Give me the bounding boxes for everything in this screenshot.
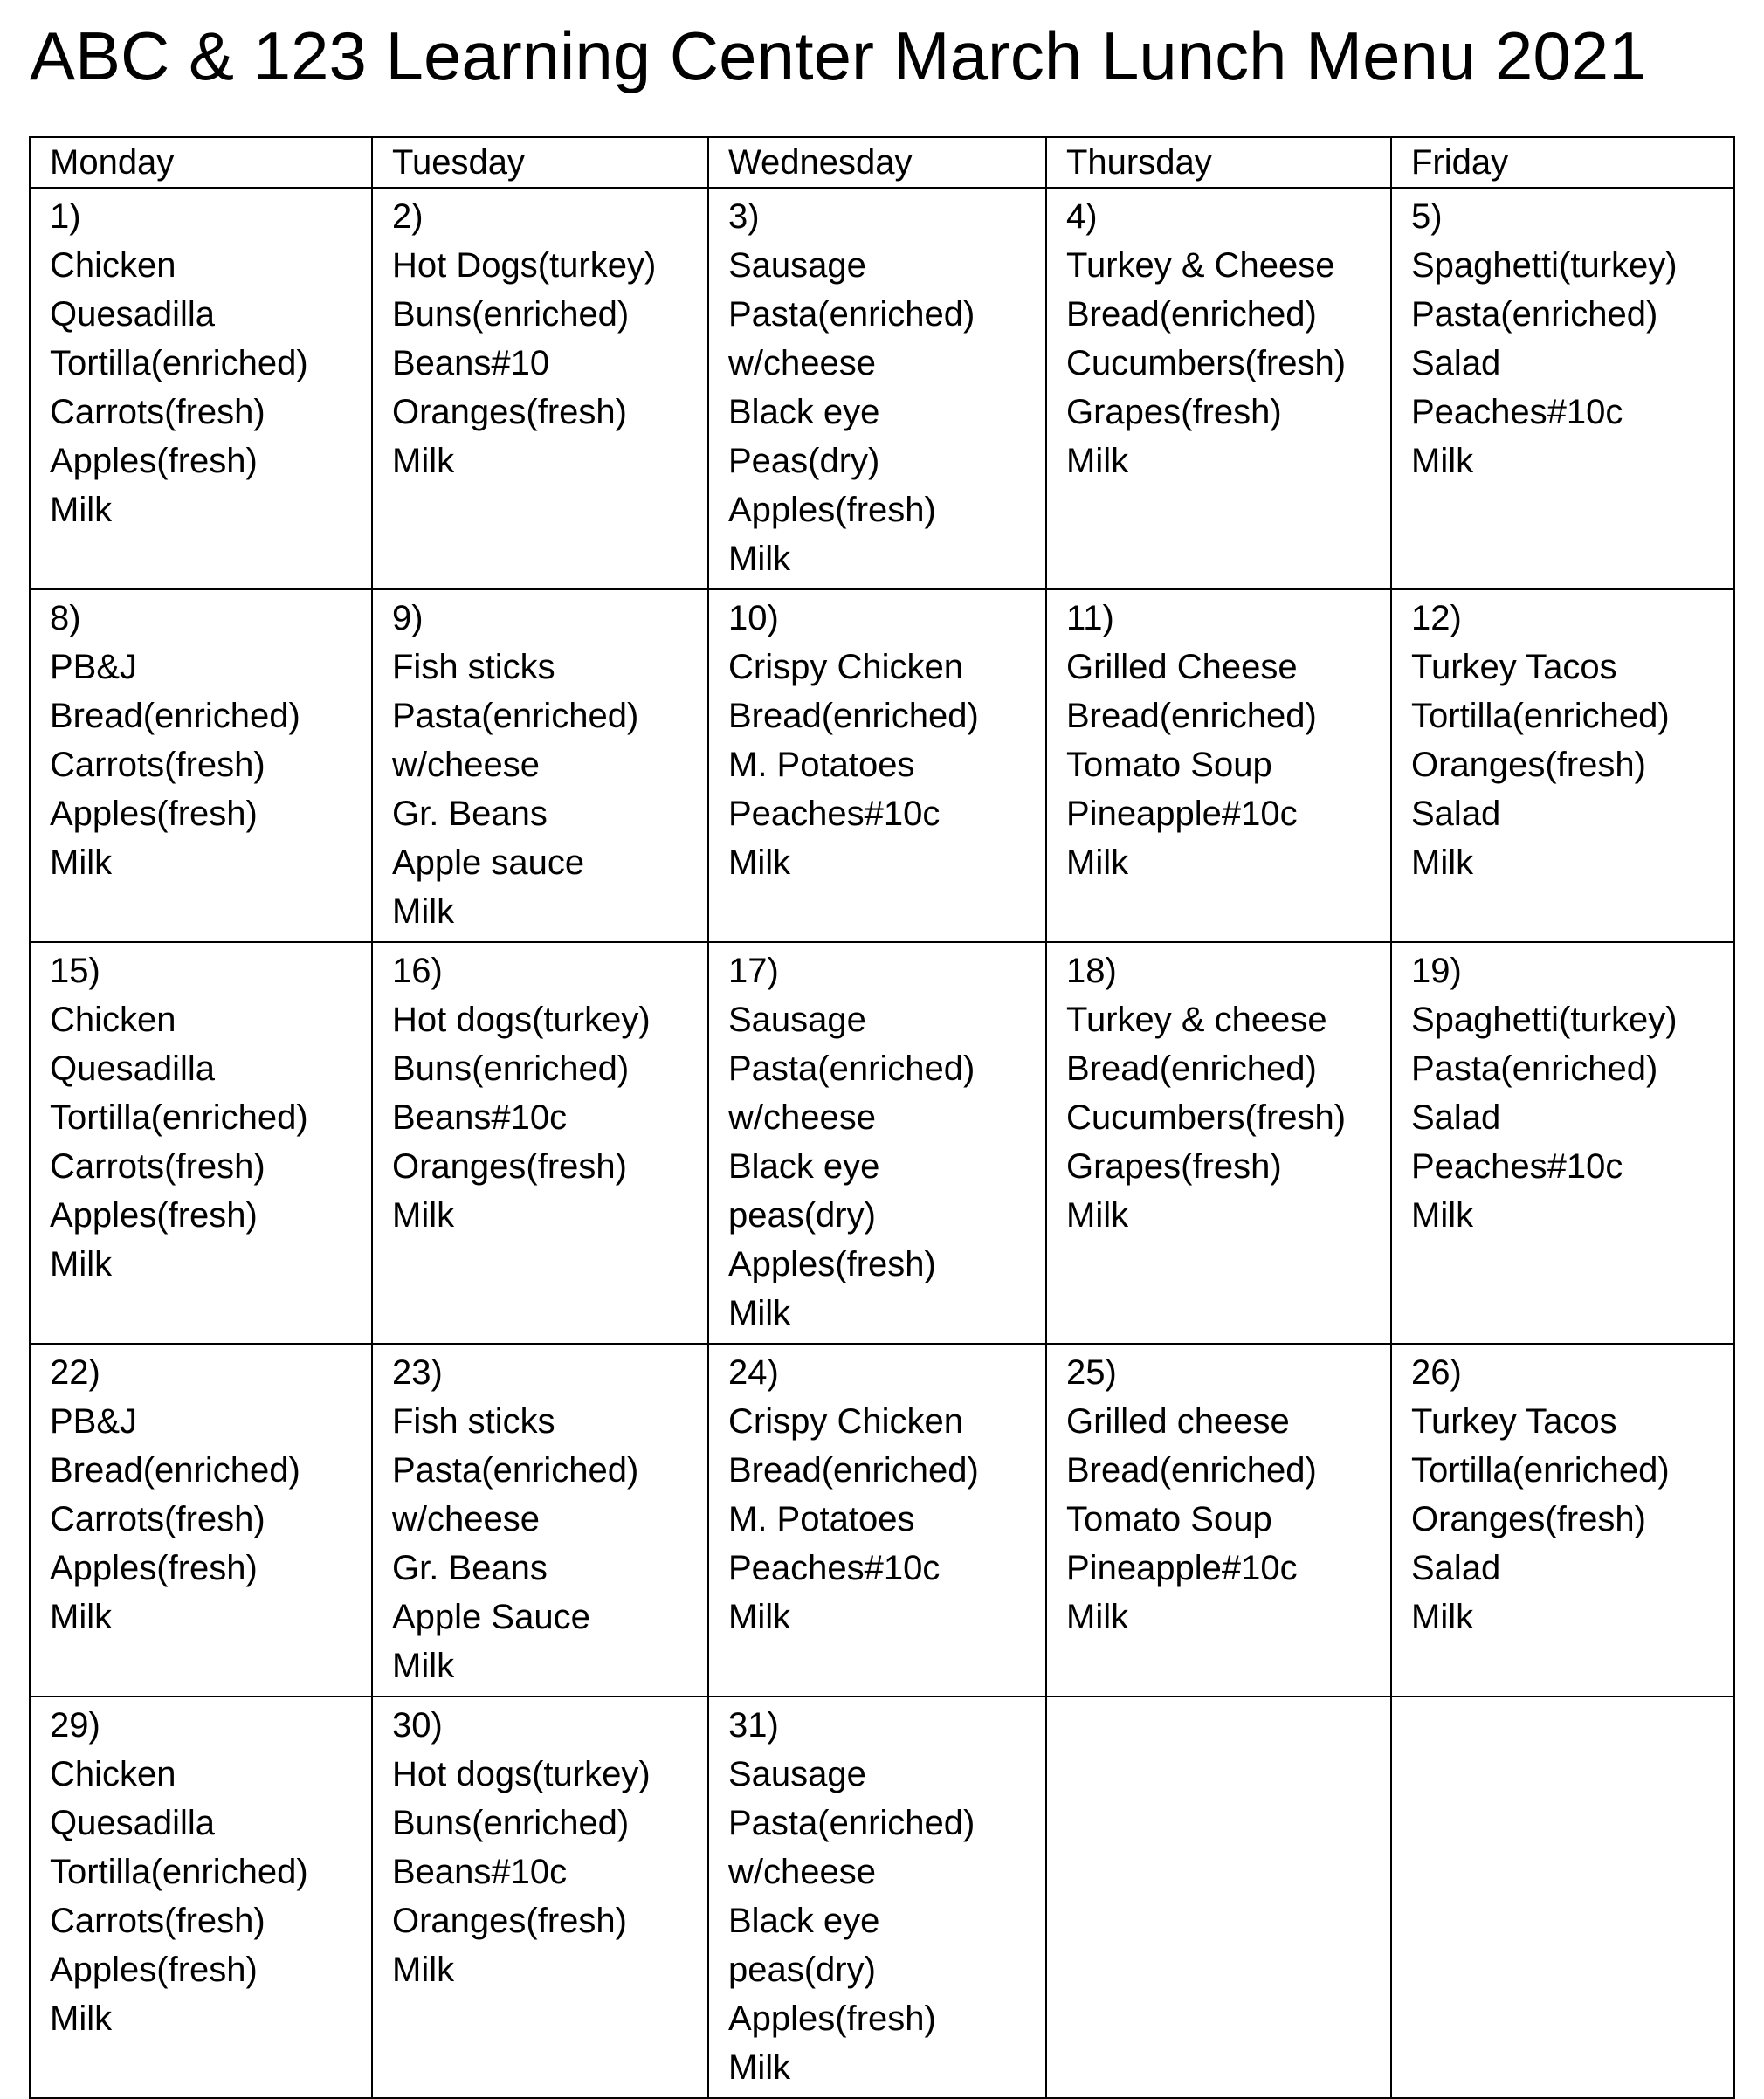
menu-item: Bread(enriched) bbox=[1066, 295, 1317, 334]
menu-item: Apple Sauce bbox=[392, 1598, 590, 1636]
day-header-wednesday: Wednesday bbox=[708, 137, 1046, 188]
menu-item: Milk bbox=[1411, 1598, 1474, 1636]
menu-item: Salad bbox=[1411, 795, 1501, 833]
menu-item: Milk bbox=[50, 1598, 113, 1636]
day-cell-thursday bbox=[1046, 188, 1391, 589]
menu-item: Milk bbox=[50, 843, 113, 882]
page-title: ABC & 123 Learning Center March Lunch Menu 2021 bbox=[30, 17, 1647, 94]
date-label: 26) bbox=[1411, 1353, 1462, 1392]
menu-item: Oranges(fresh) bbox=[1411, 746, 1646, 784]
date-label: 16) bbox=[392, 952, 443, 990]
menu-item: Apples(fresh) bbox=[50, 795, 258, 833]
menu-item: Tortilla(enriched) bbox=[1411, 1451, 1670, 1490]
day-cell-thursday bbox=[1046, 1344, 1391, 1696]
day-cell-friday bbox=[1391, 589, 1734, 942]
menu-item: M. Potatoes bbox=[728, 1500, 915, 1538]
menu-item: Milk bbox=[50, 1245, 113, 1283]
day-header-thursday: Thursday bbox=[1046, 137, 1391, 188]
menu-item: Hot Dogs(turkey) bbox=[392, 246, 657, 285]
menu-item: Tortilla(enriched) bbox=[50, 344, 308, 382]
menu-item: Pasta(enriched) bbox=[1411, 1050, 1658, 1088]
menu-item: Buns(enriched) bbox=[392, 295, 630, 334]
menu-item: Chicken bbox=[50, 1001, 176, 1039]
menu-item: Milk bbox=[728, 1294, 791, 1332]
menu-item: Bread(enriched) bbox=[1066, 1451, 1317, 1490]
day-cell-tuesday bbox=[372, 188, 708, 589]
menu-item: Milk bbox=[392, 1951, 455, 1989]
menu-item: PB&J bbox=[50, 1402, 138, 1441]
day-cell-thursday bbox=[1046, 1696, 1391, 2098]
date-label: 15) bbox=[50, 952, 100, 990]
menu-item: Tomato Soup bbox=[1066, 1500, 1272, 1538]
day-header-tuesday: Tuesday bbox=[372, 137, 708, 188]
date-label: 29) bbox=[50, 1706, 100, 1745]
date-label: 25) bbox=[1066, 1353, 1117, 1392]
menu-item: Bread(enriched) bbox=[50, 1451, 300, 1490]
menu-item: Milk bbox=[1411, 442, 1474, 480]
menu-item: Milk bbox=[392, 1647, 455, 1685]
menu-item: Salad bbox=[1411, 1098, 1501, 1137]
menu-item: Fish sticks bbox=[392, 1402, 555, 1441]
menu-item: Gr. Beans bbox=[392, 1549, 548, 1587]
day-cell-monday bbox=[30, 1344, 372, 1696]
day-cell-wednesday bbox=[708, 942, 1046, 1344]
day-header-row bbox=[30, 137, 1734, 188]
date-label: 31) bbox=[728, 1706, 779, 1745]
day-cell-friday bbox=[1391, 942, 1734, 1344]
menu-item: Oranges(fresh) bbox=[392, 1147, 627, 1186]
menu-item: Quesadilla bbox=[50, 1050, 216, 1088]
menu-item: Black eye bbox=[728, 1902, 880, 1940]
menu-item: Pasta(enriched) bbox=[1411, 295, 1658, 334]
day-cell-tuesday bbox=[372, 942, 708, 1344]
menu-item: Carrots(fresh) bbox=[50, 746, 265, 784]
day-cell-tuesday bbox=[372, 1696, 708, 2098]
menu-item: PB&J bbox=[50, 648, 138, 686]
menu-item: peas(dry) bbox=[728, 1951, 876, 1989]
menu-item: Carrots(fresh) bbox=[50, 1902, 265, 1940]
date-label: 10) bbox=[728, 599, 779, 637]
day-cell-friday bbox=[1391, 1696, 1734, 2098]
menu-item: Salad bbox=[1411, 344, 1501, 382]
menu-item: M. Potatoes bbox=[728, 746, 915, 784]
date-label: 19) bbox=[1411, 952, 1462, 990]
menu-item: Spaghetti(turkey) bbox=[1411, 246, 1678, 285]
menu-item: Hot dogs(turkey) bbox=[392, 1755, 651, 1793]
menu-item: Milk bbox=[1066, 1598, 1129, 1636]
date-label: 18) bbox=[1066, 952, 1117, 990]
day-cell-friday bbox=[1391, 188, 1734, 589]
date-label: 24) bbox=[728, 1353, 779, 1392]
menu-item: Beans#10c bbox=[392, 1098, 568, 1137]
menu-item: Buns(enriched) bbox=[392, 1804, 630, 1842]
date-label: 5) bbox=[1411, 197, 1443, 236]
date-label: 11) bbox=[1066, 599, 1114, 637]
menu-item: Apple sauce bbox=[392, 843, 585, 882]
menu-item: Black eye bbox=[728, 393, 880, 431]
day-cell-friday bbox=[1391, 1344, 1734, 1696]
day-cell-wednesday bbox=[708, 1696, 1046, 2098]
menu-item: Peaches#10c bbox=[728, 1549, 941, 1587]
menu-item: Sausage bbox=[728, 1001, 866, 1039]
menu-item: Milk bbox=[392, 1196, 455, 1235]
menu-item: Salad bbox=[1411, 1549, 1501, 1587]
menu-item: Oranges(fresh) bbox=[392, 1902, 627, 1940]
day-cell-monday bbox=[30, 1696, 372, 2098]
menu-item: Pineapple#10c bbox=[1066, 795, 1298, 833]
menu-item: Sausage bbox=[728, 246, 866, 285]
day-cell-wednesday bbox=[708, 188, 1046, 589]
menu-item: Cucumbers(fresh) bbox=[1066, 344, 1347, 382]
menu-item: Apples(fresh) bbox=[728, 491, 936, 529]
menu-item: peas(dry) bbox=[728, 1196, 876, 1235]
menu-item: Black eye bbox=[728, 1147, 880, 1186]
menu-item: Milk bbox=[728, 1598, 791, 1636]
menu-item: Tortilla(enriched) bbox=[50, 1098, 308, 1137]
menu-item: Crispy Chicken bbox=[728, 1402, 963, 1441]
menu-item: Milk bbox=[50, 491, 113, 529]
menu-item: Peaches#10c bbox=[1411, 1147, 1623, 1186]
menu-item: Milk bbox=[392, 892, 455, 931]
menu-item: Bread(enriched) bbox=[728, 697, 979, 735]
menu-item: Apples(fresh) bbox=[50, 1951, 258, 1989]
day-cell-monday bbox=[30, 942, 372, 1344]
date-label: 22) bbox=[50, 1353, 100, 1392]
date-label: 9) bbox=[392, 599, 424, 637]
menu-item: Milk bbox=[1411, 1196, 1474, 1235]
menu-item: Beans#10 bbox=[392, 344, 550, 382]
menu-item: Turkey & Cheese bbox=[1066, 246, 1335, 285]
menu-item: Cucumbers(fresh) bbox=[1066, 1098, 1347, 1137]
menu-item: Tomato Soup bbox=[1066, 746, 1272, 784]
menu-item: Tortilla(enriched) bbox=[1411, 697, 1670, 735]
day-cell-monday bbox=[30, 188, 372, 589]
day-cell-monday bbox=[30, 589, 372, 942]
menu-item: Milk bbox=[1066, 442, 1129, 480]
week-row bbox=[30, 188, 1734, 589]
menu-item: Milk bbox=[728, 2048, 791, 2087]
menu-item: w/cheese bbox=[728, 344, 876, 382]
menu-item: Milk bbox=[1411, 843, 1474, 882]
menu-item: Grilled Cheese bbox=[1066, 648, 1298, 686]
menu-item: Apples(fresh) bbox=[50, 1549, 258, 1587]
day-cell-wednesday bbox=[708, 1344, 1046, 1696]
menu-item: Milk bbox=[1066, 1196, 1129, 1235]
menu-item: Apples(fresh) bbox=[50, 442, 258, 480]
menu-item: Peaches#10c bbox=[1411, 393, 1623, 431]
menu-item: Pasta(enriched) bbox=[392, 1451, 639, 1490]
menu-item: Apples(fresh) bbox=[50, 1196, 258, 1235]
day-header-friday: Friday bbox=[1391, 137, 1734, 188]
menu-item: Chicken bbox=[50, 1755, 176, 1793]
day-cell-tuesday bbox=[372, 589, 708, 942]
menu-item: Milk bbox=[392, 442, 455, 480]
menu-item: Turkey Tacos bbox=[1411, 648, 1617, 686]
menu-item: w/cheese bbox=[728, 1098, 876, 1137]
menu-item: Apples(fresh) bbox=[728, 1999, 936, 2038]
menu-item: Milk bbox=[728, 843, 791, 882]
menu-item: Grapes(fresh) bbox=[1066, 1147, 1282, 1186]
menu-item: Chicken bbox=[50, 246, 176, 285]
menu-item: Milk bbox=[50, 1999, 113, 2038]
menu-item: Carrots(fresh) bbox=[50, 1147, 265, 1186]
date-label: 12) bbox=[1411, 599, 1462, 637]
date-label: 17) bbox=[728, 952, 779, 990]
week-row bbox=[30, 589, 1734, 942]
day-cell-wednesday bbox=[708, 589, 1046, 942]
menu-item: Milk bbox=[728, 540, 791, 578]
menu-item: w/cheese bbox=[392, 1500, 540, 1538]
day-header-monday: Monday bbox=[30, 137, 372, 188]
date-label: 1) bbox=[50, 197, 81, 236]
menu-item: Turkey Tacos bbox=[1411, 1402, 1617, 1441]
date-label: 23) bbox=[392, 1353, 443, 1392]
menu-item: Quesadilla bbox=[50, 1804, 216, 1842]
menu-item: Grilled cheese bbox=[1066, 1402, 1290, 1441]
menu-item: Oranges(fresh) bbox=[392, 393, 627, 431]
date-label: 2) bbox=[392, 197, 424, 236]
menu-item: Bread(enriched) bbox=[1066, 697, 1317, 735]
menu-item: Pasta(enriched) bbox=[728, 1804, 975, 1842]
menu-item: Bread(enriched) bbox=[50, 697, 300, 735]
week-row bbox=[30, 1696, 1734, 2098]
menu-item: Grapes(fresh) bbox=[1066, 393, 1282, 431]
menu-item: Hot dogs(turkey) bbox=[392, 1001, 651, 1039]
menu-item: Pasta(enriched) bbox=[728, 1050, 975, 1088]
menu-item: Turkey & cheese bbox=[1066, 1001, 1327, 1039]
menu-item: Pineapple#10c bbox=[1066, 1549, 1298, 1587]
day-cell-thursday bbox=[1046, 942, 1391, 1344]
menu-item: w/cheese bbox=[392, 746, 540, 784]
menu-item: Beans#10c bbox=[392, 1853, 568, 1891]
menu-item: Spaghetti(turkey) bbox=[1411, 1001, 1678, 1039]
week-row bbox=[30, 1344, 1734, 1696]
menu-item: Buns(enriched) bbox=[392, 1050, 630, 1088]
menu-item: Quesadilla bbox=[50, 295, 216, 334]
menu-body bbox=[30, 188, 1734, 2098]
menu-item: Carrots(fresh) bbox=[50, 1500, 265, 1538]
menu-item: Milk bbox=[1066, 843, 1129, 882]
menu-item: Bread(enriched) bbox=[1066, 1050, 1317, 1088]
date-label: 8) bbox=[50, 599, 81, 637]
menu-item: Gr. Beans bbox=[392, 795, 548, 833]
menu-item: Oranges(fresh) bbox=[1411, 1500, 1646, 1538]
menu-item: Peas(dry) bbox=[728, 442, 880, 480]
menu-item: Apples(fresh) bbox=[728, 1245, 936, 1283]
menu-item: Crispy Chicken bbox=[728, 648, 963, 686]
menu-item: Fish sticks bbox=[392, 648, 555, 686]
menu-item: w/cheese bbox=[728, 1853, 876, 1891]
menu-item: Pasta(enriched) bbox=[392, 697, 639, 735]
menu-item: Peaches#10c bbox=[728, 795, 941, 833]
menu-item: Sausage bbox=[728, 1755, 866, 1793]
menu-item: Tortilla(enriched) bbox=[50, 1853, 308, 1891]
lunch-menu-table bbox=[29, 136, 1735, 2099]
date-label: 4) bbox=[1066, 197, 1098, 236]
menu-item: Pasta(enriched) bbox=[728, 295, 975, 334]
week-row bbox=[30, 942, 1734, 1344]
day-cell-tuesday bbox=[372, 1344, 708, 1696]
date-label: 3) bbox=[728, 197, 760, 236]
day-cell-thursday bbox=[1046, 589, 1391, 942]
menu-item: Bread(enriched) bbox=[728, 1451, 979, 1490]
menu-item: Carrots(fresh) bbox=[50, 393, 265, 431]
date-label: 30) bbox=[392, 1706, 443, 1745]
